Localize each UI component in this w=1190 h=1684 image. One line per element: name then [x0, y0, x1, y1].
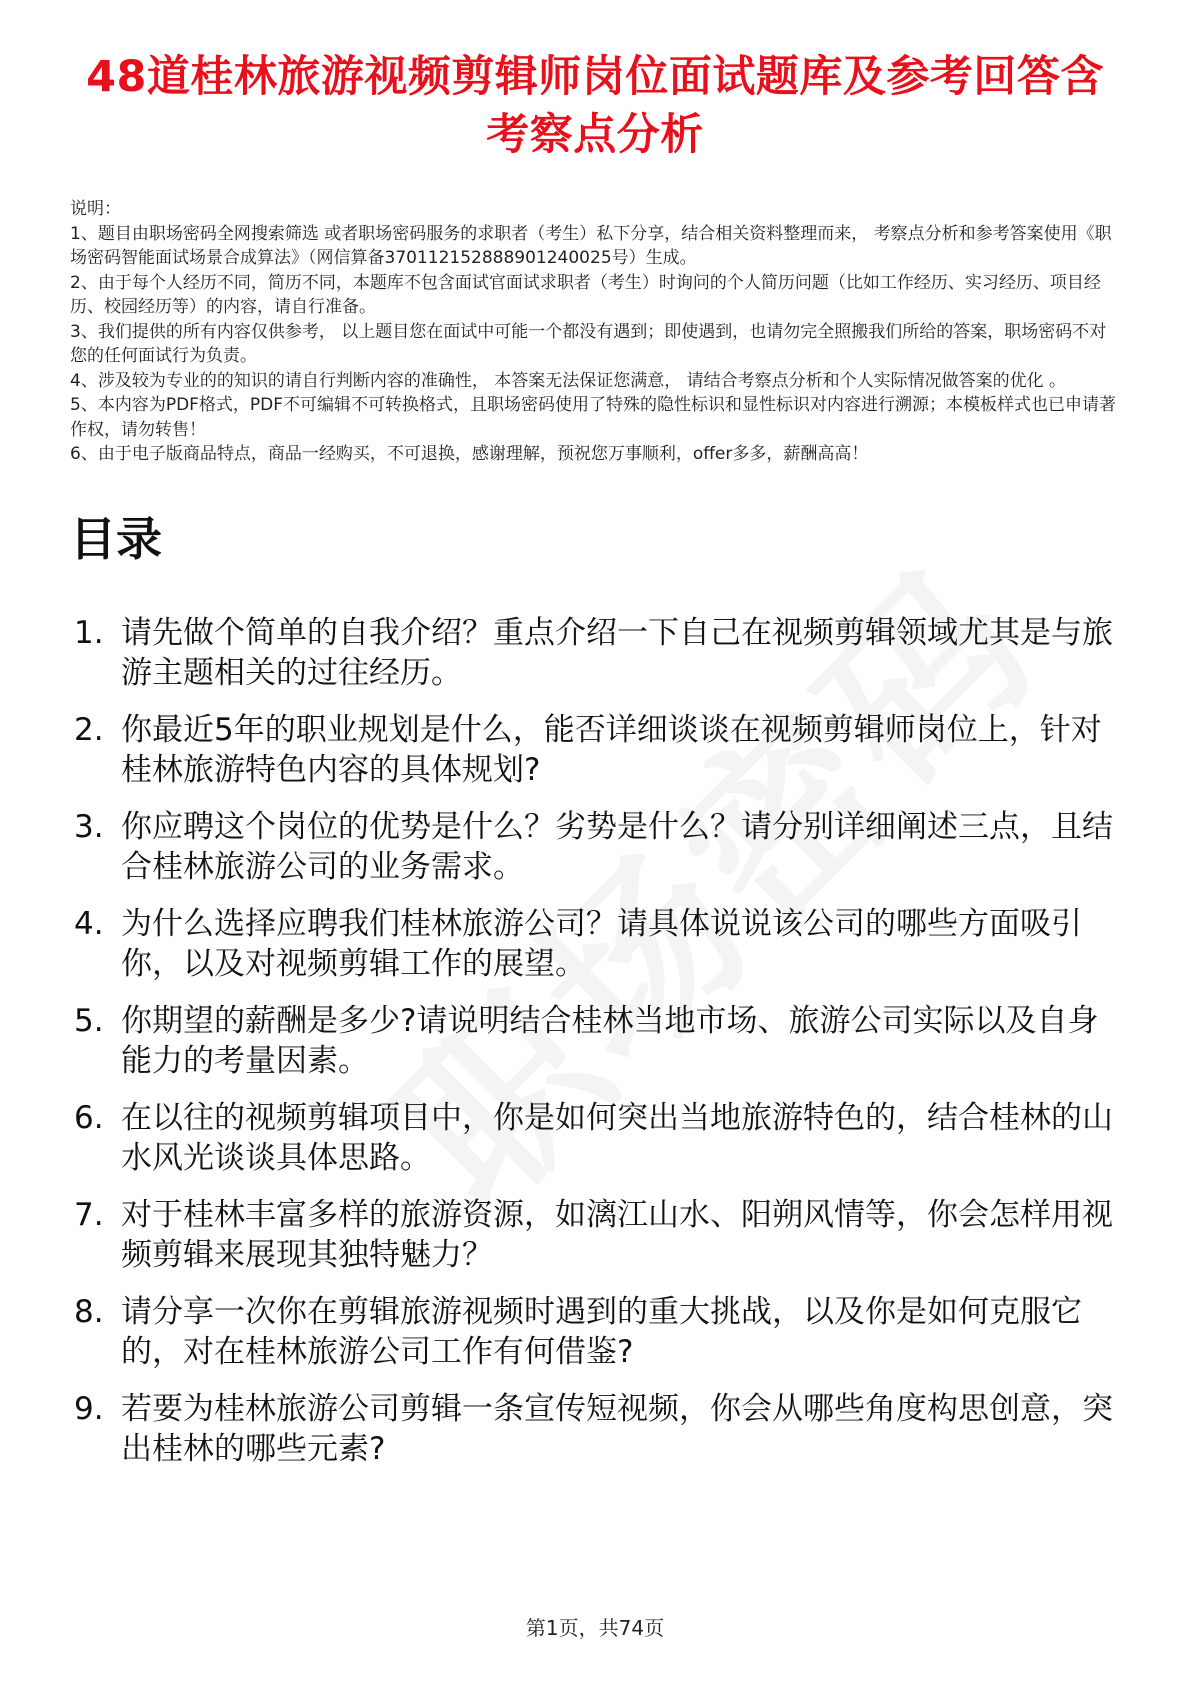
toc-item-9[interactable]: [70, 1389, 1120, 1469]
toc-item-number: 8.: [74, 1293, 104, 1330]
toc-item-7[interactable]: [70, 1195, 1120, 1275]
note-item-2: 2、由于每个人经历不同，简历不同，本题库不包含面试官面试求职者（考生）时询问的个人简历问题（比如工作经历、实习经历、项目经历、校园经历等）的内容，请自行准备。: [70, 272, 1101, 317]
toc-item-3[interactable]: [70, 807, 1120, 887]
toc-item-text: 请分享一次你在剪辑旅游视频时遇到的重大挑战，以及你是如何克服它的，对在桂林旅游公司工作有何借鉴?: [121, 1293, 1082, 1370]
note-item-4: 4、涉及较为专业的的知识的请自行判断内容的准确性， 本答案无法保证您满意， 请结合考察点分析和个人实际情况做答案的优化 。: [70, 370, 1067, 391]
note-item-6: 6、由于电子版商品特点，商品一经购买，不可退换，感谢理解，预祝您万事顺利，offer多多，薪酬高高！: [70, 444, 869, 464]
toc-item-5[interactable]: [70, 1001, 1120, 1081]
toc-item-number: 4.: [74, 905, 104, 942]
toc-item-text: 你期望的薪酬是多少?请说明结合桂林当地市场、旅游公司实际以及自身能力的考量因素。: [121, 1002, 1099, 1079]
toc-item-text: 在以往的视频剪辑项目中，你是如何突出当地旅游特色的，结合桂林的山水风光谈谈具体思路。: [121, 1099, 1113, 1176]
toc-item-number: 7.: [74, 1196, 104, 1233]
toc-item-text: 你应聘这个岗位的优势是什么？劣势是什么？请分别详细阐述三点，且结合桂林旅游公司的业务需求。: [121, 808, 1113, 885]
toc-item-text: 若要为桂林旅游公司剪辑一条宣传短视频，你会从哪些角度构思创意，突出桂林的哪些元素?: [121, 1390, 1113, 1467]
document-title: 48道桂林旅游视频剪辑师岗位面试题库及参考回答含考察点分析: [86, 52, 1104, 160]
toc-item-number: 6.: [74, 1099, 104, 1136]
toc-item-number: 1.: [74, 614, 104, 651]
toc-heading: 目录: [70, 511, 162, 566]
note-item-3: 3、我们提供的所有内容仅供参考， 以上题目您在面试中可能一个都没有遇到；即使遇到，也请勿完全照搬我们所给的答案，职场密码不对您的任何面试行为负责。: [70, 321, 1107, 366]
toc-item-number: 3.: [74, 808, 104, 845]
toc-item-number: 2.: [74, 711, 104, 748]
page-indicator: 第1页，共74页: [525, 1616, 665, 1640]
toc-item-text: 请先做个简单的自我介绍？重点介绍一下自己在视频剪辑领域尤其是与旅游主题相关的过往经历。: [121, 614, 1113, 691]
toc-item-2[interactable]: [70, 710, 1120, 790]
note-item-1: 1、题目由职场密码全网搜索筛选 或者职场密码服务的求职者（考生）私下分享，结合相关资料整理而来， 考察点分析和参考答案使用《职场密码智能面试场景合成算法》（网信算备370112152888901240025号）生成。: [70, 223, 1112, 268]
toc-item-number: 5.: [74, 1002, 104, 1039]
toc-item-text: 为什么选择应聘我们桂林旅游公司？请具体说说该公司的哪些方面吸引你，以及对视频剪辑工作的展望。: [121, 905, 1082, 982]
toc-item-4[interactable]: [70, 904, 1120, 984]
toc-item-text: 你最近5年的职业规划是什么，能否详细谈谈在视频剪辑师岗位上，针对桂林旅游特色内容的具体规划?: [121, 711, 1102, 788]
toc-list: [70, 613, 1120, 1469]
toc-item-1[interactable]: [70, 613, 1120, 693]
notes-heading: 说明：: [70, 199, 121, 219]
toc-item-number: 9.: [74, 1390, 104, 1427]
toc-item-8[interactable]: [70, 1292, 1120, 1372]
note-item-5: 5、本内容为PDF格式，PDF不可编辑不可转换格式，且职场密码使用了特殊的隐性标识和显性标识对内容进行溯源；本模板样式也已申请著作权，请勿转售！: [70, 395, 1117, 440]
toc-item-text: 对于桂林丰富多样的旅游资源，如漓江山水、阳朔风情等，你会怎样用视频剪辑来展现其独特魅力？: [121, 1196, 1113, 1273]
notes-section: [70, 197, 1120, 467]
toc-item-6[interactable]: [70, 1098, 1120, 1178]
